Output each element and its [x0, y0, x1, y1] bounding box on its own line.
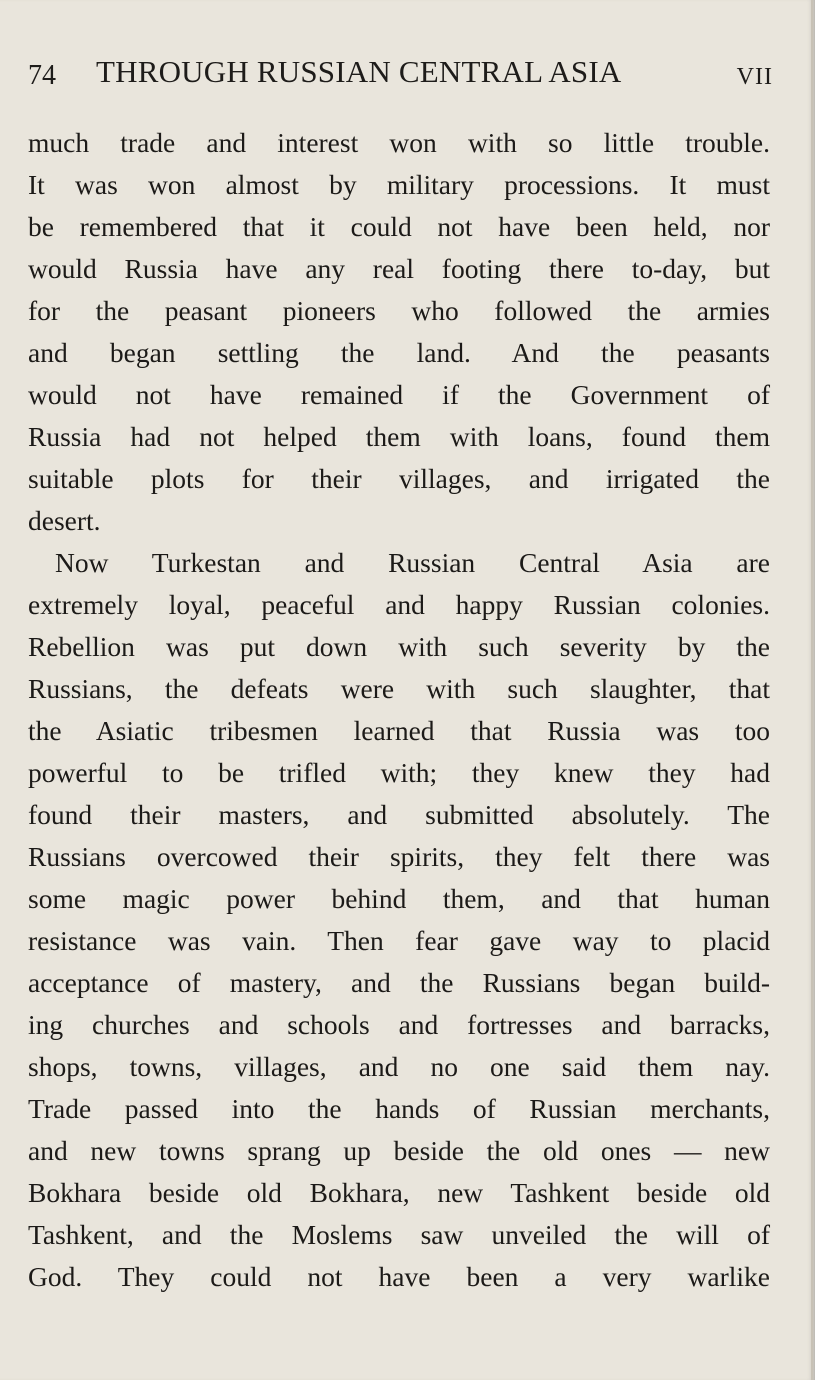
text-line: be remembered that it could not have been held, nor — [28, 211, 770, 242]
text-line: for the peasant pioneers who followed the armies — [28, 295, 770, 326]
text-line: some magic power behind them, and that human — [28, 883, 770, 914]
page-edge — [811, 0, 813, 1380]
text-line: Trade passed into the hands of Russian merchants, — [28, 1093, 770, 1124]
text-line: ing churches and schools and fortresses and barracks, — [28, 1009, 770, 1040]
text-line: and began settling the land. And the peasants — [28, 337, 770, 368]
paragraph-2 — [28, 542, 770, 1298]
text-line: resistance was vain. Then fear gave way to placid — [28, 925, 770, 956]
running-head — [28, 54, 773, 94]
text-line: found their masters, and submitted absolutely. The — [28, 799, 770, 830]
text-line: Russians, the defeats were with such slaughter, that — [28, 673, 770, 704]
text-line: much trade and interest won with so little trouble. — [28, 127, 770, 158]
text-line: Rebellion was put down with such severity by the — [28, 631, 770, 662]
page-number: 74 — [28, 60, 56, 91]
text-line: extremely loyal, peaceful and happy Russian colonies. — [28, 589, 770, 620]
text-line: It was won almost by military processions. It must — [28, 169, 770, 200]
text-line: Now Turkestan and Russian Central Asia are — [55, 547, 770, 578]
text-line: would not have remained if the Government of — [28, 379, 770, 410]
text-line: suitable plots for their villages, and irrigated the — [28, 463, 770, 494]
text-line: shops, towns, villages, and no one said them nay. — [28, 1051, 770, 1082]
book-title: THROUGH RUSSIAN CENTRAL ASIA — [96, 54, 622, 89]
text-line: Russians overcowed their spirits, they felt there was — [28, 841, 770, 872]
text-line: powerful to be trifled with; they knew they had — [28, 757, 770, 788]
text-line: Tashkent, and the Moslems saw unveiled the will of — [28, 1219, 770, 1250]
text-line: would Russia have any real footing there to-day, but — [28, 253, 770, 284]
body-text — [28, 122, 770, 1298]
chapter-number: VII — [736, 64, 773, 90]
text-line: acceptance of mastery, and the Russians began build- — [28, 967, 770, 998]
text-line: and new towns sprang up beside the old ones — new — [28, 1135, 770, 1166]
text-line: God. They could not have been a very warlike — [28, 1261, 770, 1292]
text-line: the Asiatic tribesmen learned that Russia was too — [28, 715, 770, 746]
text-line: desert. — [28, 505, 101, 536]
text-line: Russia had not helped them with loans, found them — [28, 421, 770, 452]
text-line: Bokhara beside old Bokhara, new Tashkent beside old — [28, 1177, 770, 1208]
paragraph-1 — [28, 122, 770, 542]
